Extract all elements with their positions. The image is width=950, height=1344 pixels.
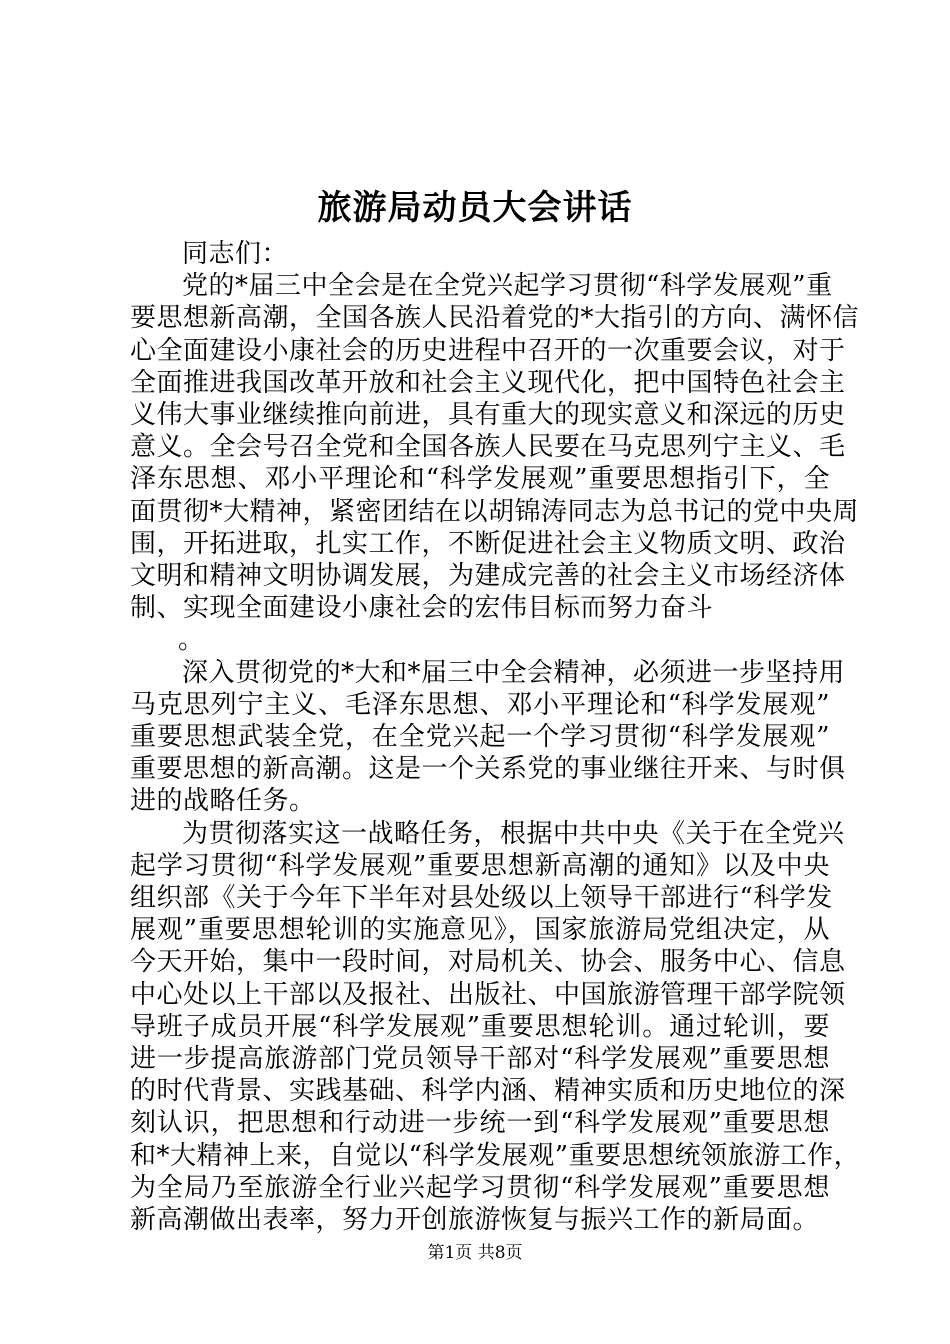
paragraph-1-line: 意义。全会号召全党和全国各族人民要在马克思列宁主义、毛 xyxy=(130,432,846,463)
paragraph-3-line: 刻认识，把思想和行动进一步统一到“科学发展观”重要思想 xyxy=(130,1108,830,1139)
paragraph-1-line: 心全面建设小康社会的历史进程中召开的一次重要会议，对于 xyxy=(130,335,846,366)
paragraph-1-line: 制、实现全面建设小康社会的宏伟目标而努力奋斗 xyxy=(130,593,714,624)
paragraph-2-line: 进的战略任务。 xyxy=(130,786,316,817)
paragraph-3-line: 的时代背景、实践基础、科学内涵、精神实质和历史地位的深 xyxy=(130,1076,846,1107)
paragraph-3-line: 组织部《关于今年下半年对县处级以上领导干部进行“科学发 xyxy=(130,883,833,914)
salutation: 同志们： xyxy=(182,239,289,269)
paragraph-1-line: 面贯彻*大精神，紧密团结在以胡锦涛同志为总书记的党中央周 xyxy=(130,496,860,527)
paragraph-1-line: 。 xyxy=(178,625,205,656)
paragraph-3-line: 今天开始，集中一段时间，对局机关、协会、服务中心、信息 xyxy=(130,947,846,978)
paragraph-3-line: 和*大精神上来，自觉以“科学发展观”重要思想统领旅游工作， xyxy=(130,1140,861,1171)
paragraph-3-line: 中心处以上干部以及报社、出版社、中国旅游管理干部学院领 xyxy=(130,979,846,1010)
paragraph-1-line: 文明和精神文明协调发展，为建成完善的社会主义市场经济体 xyxy=(130,561,846,592)
paragraph-1-line: 围，开拓进取，扎实工作，不断促进社会主义物质文明、政治 xyxy=(130,528,846,559)
paragraph-1-line: 义伟大事业继续推向前进，具有重大的现实意义和深远的历史 xyxy=(130,400,846,431)
paragraph-3-line: 新高潮做出表率，努力开创旅游恢复与振兴工作的新局面。 xyxy=(130,1205,820,1236)
paragraph-2-line: 马克思列宁主义、毛泽东思想、邓小平理论和“科学发展观” xyxy=(130,689,830,720)
paragraph-3-line: 展观”重要思想轮训的实施意见》，国家旅游局党组决定，从 xyxy=(130,915,830,946)
paragraph-1-line: 全面推进我国改革开放和社会主义现代化，把中国特色社会主 xyxy=(130,367,846,398)
paragraph-1-line: 党的*届三中全会是在全党兴起学习贯彻“科学发展观”重 xyxy=(182,271,833,302)
paragraph-3-line: 为全局乃至旅游全行业兴起学习贯彻“科学发展观”重要思想 xyxy=(130,1172,830,1203)
document-body xyxy=(130,238,861,1236)
paragraph-1-line: 泽东思想、邓小平理论和“科学发展观”重要思想指引下，全 xyxy=(130,464,830,495)
paragraph-3-line: 导班子成员开展“科学发展观”重要思想轮训。通过轮训，要 xyxy=(130,1011,830,1042)
paragraph-1-line: 要思想新高潮，全国各族人民沿着党的*大指引的方向、满怀信 xyxy=(130,303,860,334)
paragraph-3-line: 为贯彻落实这一战略任务，根据中共中央《关于在全党兴 xyxy=(182,818,845,849)
paragraph-2-line: 深入贯彻党的*大和*届三中全会精神，必须进一步坚持用 xyxy=(182,657,846,688)
paragraph-3-line: 进一步提高旅游部门党员领导干部对“科学发展观”重要思想 xyxy=(130,1044,830,1075)
paragraph-2-line: 重要思想的新高潮。这是一个关系党的事业继往开来、与时俱 xyxy=(130,754,846,785)
paragraph-2-line: 重要思想武装全党，在全党兴起一个学习贯彻“科学发展观” xyxy=(130,722,830,753)
page-number-footer: 第1页 共8页 xyxy=(427,1243,523,1263)
paragraph-3-line: 起学习贯彻“科学发展观”重要思想新高潮的通知》以及中央 xyxy=(130,850,830,881)
document-title: 旅游局动员大会讲话 xyxy=(317,188,633,228)
